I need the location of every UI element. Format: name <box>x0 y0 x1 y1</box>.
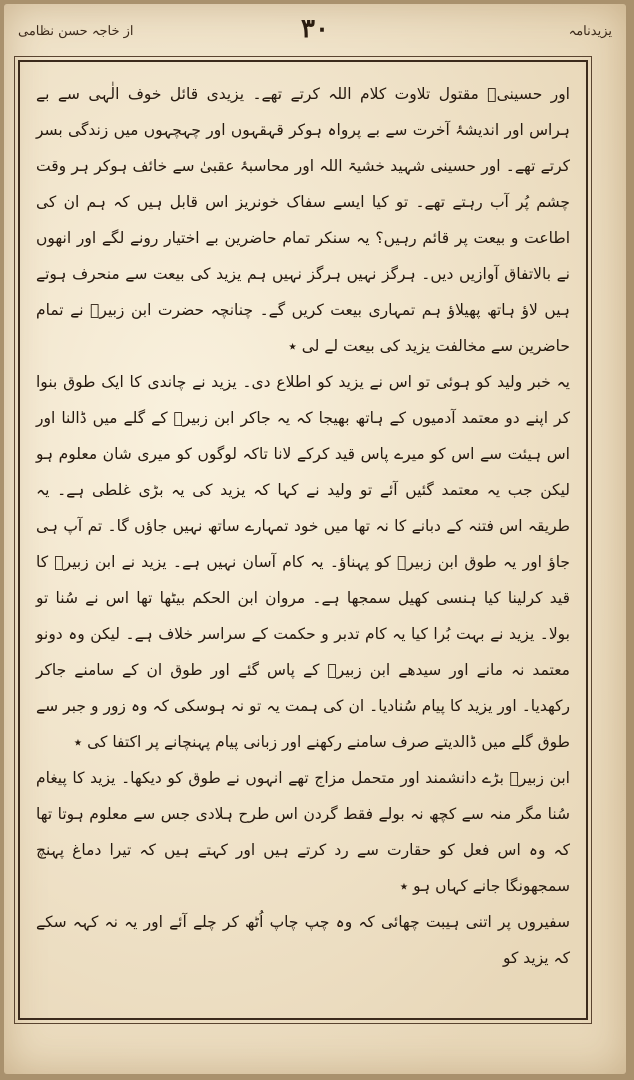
paragraph-4: سفیروں پر اتنی ہیبت چھائی کہ وہ چپ چاپ اُٹھ کر چلے آئے اور یہ نہ کہہ سکے کہ یزید کو <box>36 913 570 967</box>
author-running-head: از خاجہ حسن نظامی <box>18 24 134 39</box>
body-text <box>36 76 570 1008</box>
page-header <box>18 14 612 54</box>
book-page <box>4 4 626 1074</box>
paragraph-2: یہ خبر ولید کو ہوئی تو اس نے یزید کو اطلاع دی۔ یزید نے چاندی کا ایک طوق بنوا کر اپنے دو معتمد آدمیوں کے ہاتھ بھیجا کہ یہ جاکر ابن زبیرؓ کے گلے میں ڈالنا اور اس ہیئت سے اس کو میرے پاس قید کرکے لانا تاکہ لوگوں کو میری شان معلوم ہو لیکن جب یہ معتمد گئیں آئے تو ولید نے کہا کہ یزید کی یہ بڑی غلطی ہے۔ یہ طریقہ اس فتنہ کے دبانے کا نہ تھا میں خود تمہارے ساتھ نہیں جاؤں گا۔ تم آپ ہی جاؤ اور یہ طوق ابن زبیرؓ کو پہناؤ۔ یہ کام آسان نہیں ہے۔ یزید نے ابن زبیرؓ کا قید کرلینا کیا ہنسی کھیل سمجھا ہے۔ مروان ابن الحکم بیٹھا تھا اس نے سُنا تو بولا۔ یزید نے بہت بُرا کیا یہ کام تدبر و حکمت کے سراسر خلاف ہے۔ لیکن وہ دونو معتمد نہ مانے اور سیدھے ابن زبیرؓ کے پاس گئے اور طوق ان کے سامنے جاکر رکھدیا۔ اور یزید کا پیام سُنادیا۔ ان کی ہمت یہ تو نہ ہوسکی کہ وہ زور و جبر سے طوق گلے میں ڈالدیتے صرف سامنے رکھنے اور زبانی پیام پہنچانے پر اکتفا کی ٭ <box>36 373 570 751</box>
page-number: ٣٠ <box>301 14 329 44</box>
paragraph-1: اور حسینیؓ مقتول تلاوت کلام اللہ کرتے تھے۔ یزیدی قائل خوف الٰہی سے بے ہراس اور اندیشۂ آخرت سے بے پرواہ ہوکر قہقہوں اور چہچہوں میں زندگی بسر کرتے تھے۔ اور حسینی شہید خشیۃ اللہ اور محاسبۂ عقبیٰ سے خائف ہوکر ہر وقت چشم پُر آب رہتے تھے۔ تو کیا ایسے سفاک خونریز اس قابل ہیں کہ ہم ان کی اطاعت و بیعت پر قائم رہیں؟ یہ سنکر تمام حاضرین بے اختیار رونے لگے اور انھوں نے بالاتفاق آوازیں دیں۔ ہرگز نہیں ہرگز نہیں ہم یزید کی بیعت سے منحرف ہوتے ہیں لاؤ ہاتھ پھیلاؤ ہم تمہاری بیعت کریں گے۔ چنانچہ حضرت ابن زبیرؓ نے تمام حاضرین سے مخالفت یزید کی بیعت لے لی ٭ <box>36 85 570 355</box>
paragraph-3: ابن زبیرؓ بڑے دانشمند اور متحمل مزاج تھے انہوں نے طوق کو دیکھا۔ یزید کا پیغام سُنا مگر منہ سے کچھ نہ بولے فقط گردن اس طرح ہلادی جس سے معلوم ہوتا تھا کہ وہ اس فعل کو حقارت سے رد کرتے ہیں اور کہتے ہیں کہ تیرا دماغ پہنچ سمجھونگا جانے کہاں ہو ٭ <box>36 769 570 895</box>
book-title-running-head: یزیدنامہ <box>568 24 612 39</box>
text-frame <box>18 60 588 1020</box>
